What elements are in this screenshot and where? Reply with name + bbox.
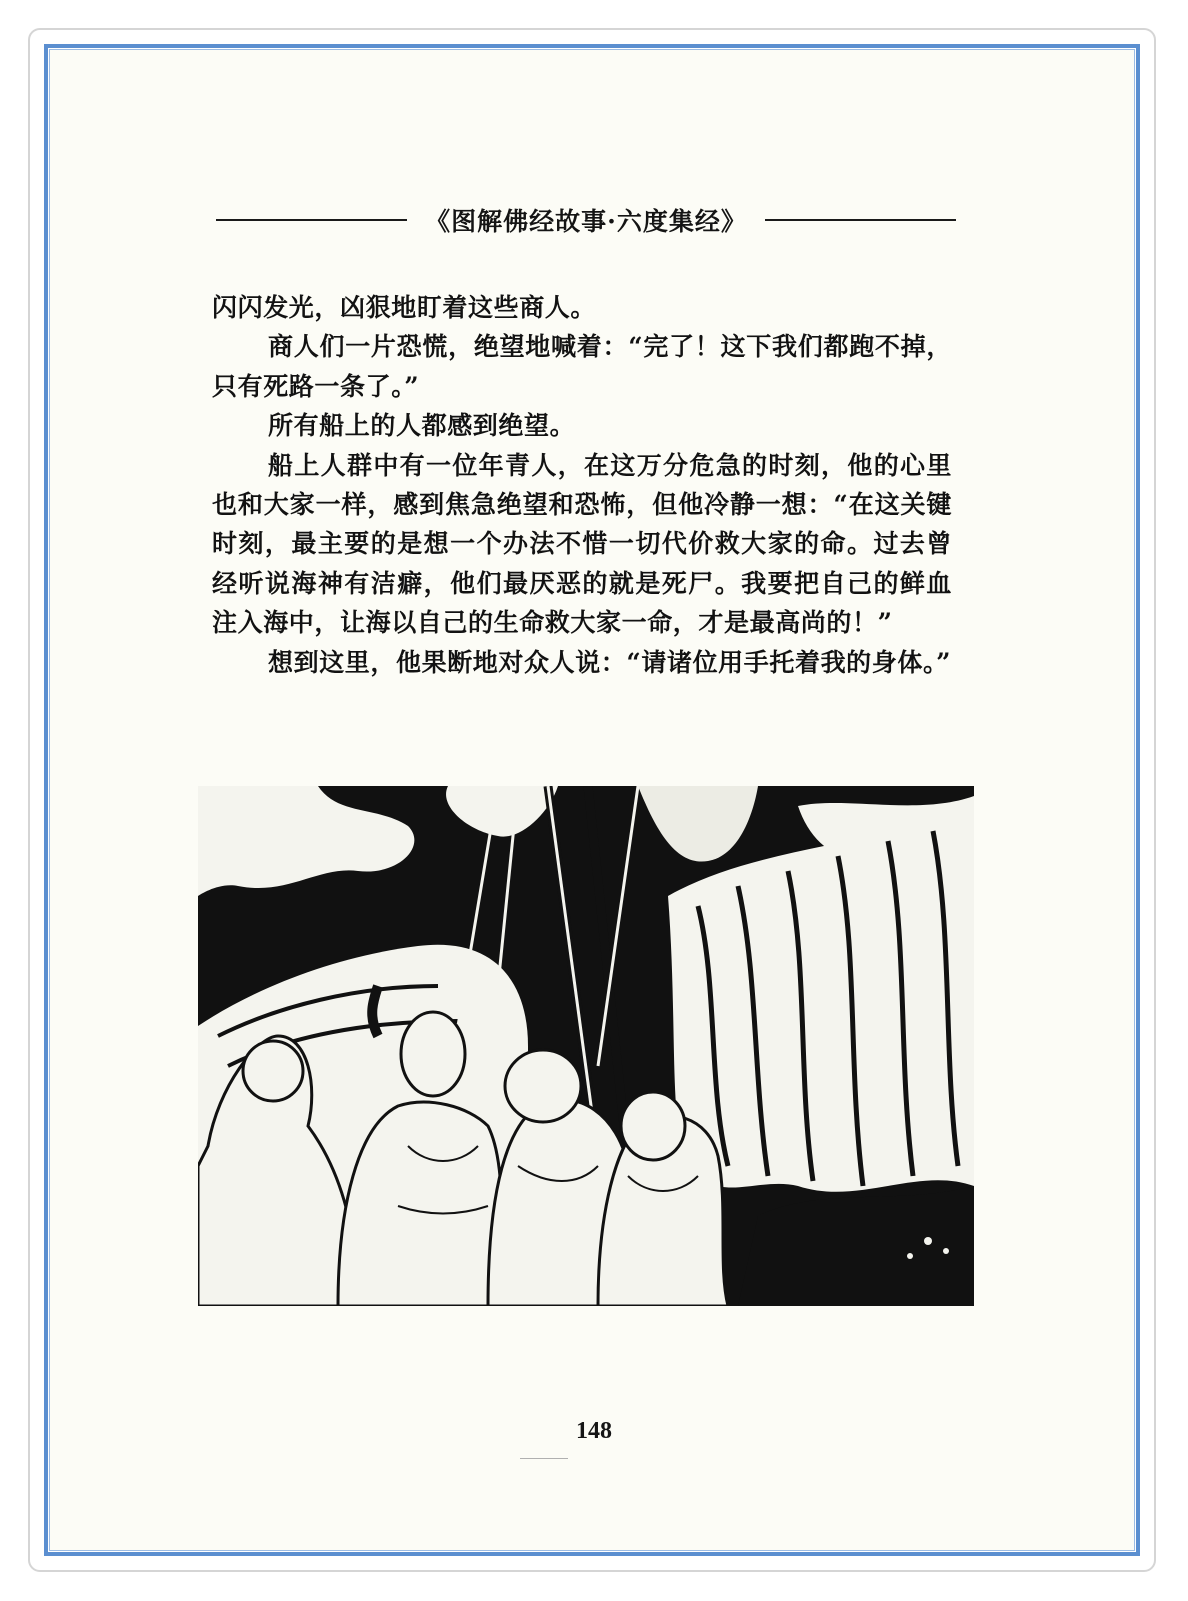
paragraph-3: 所有船上的人都感到绝望。 [268,411,576,441]
paragraph-2: 商人们一片恐慌，绝望地喊着：“完了！这下我们都跑不掉，只有死路一条了。” [212,332,952,401]
paragraph-4: 船上人群中有一位年青人，在这万分危急的时刻，他的心里也和大家一样，感到焦急绝望和恐怖，但他冷静一想：“在这关键时刻，最主要的是想一个办法不惜一切代价救大家的命。过去曾经听说海神有洁癖，他们最厌恶的就是死尸。我要把自己的鲜血注入海中，让海以自己的生命救大家一命，才是最高尚的！” [212,450,952,638]
running-header [216,200,956,240]
header-rule-right [765,219,956,221]
header-rule-left [216,219,407,221]
paragraph-1: 闪闪发光，凶狠地盯着这些商人。 [212,293,597,322]
woodcut-ship-storm-illustration [198,786,974,1306]
body-text [212,288,952,682]
header-title: 《图解佛经故事·六度集经》 [425,207,747,236]
page-number: 148 [576,1418,612,1444]
page-number-rule [520,1458,568,1459]
paragraph-5: 想到这里，他果断地对众人说：“请诸位用手托着我的身体。” [268,647,952,677]
